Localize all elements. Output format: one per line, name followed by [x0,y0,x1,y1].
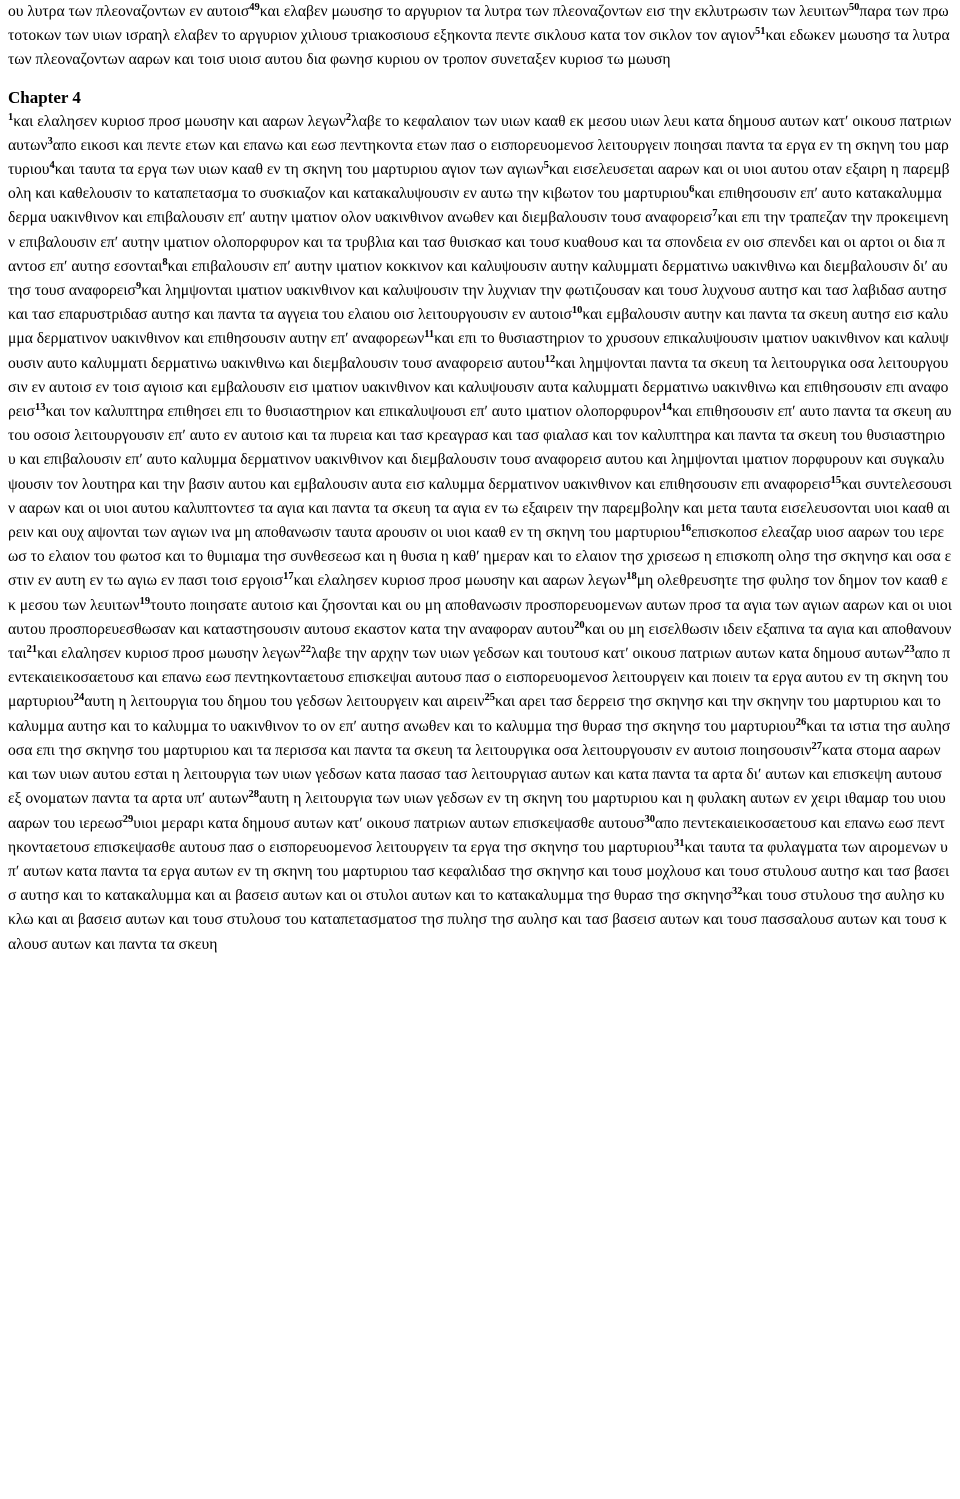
verse-number: 12 [544,353,556,365]
verse-number: 11 [424,329,435,341]
verse-text: ου λυτρα των πλεοναζοντων εν αυτοισ [8,3,250,20]
verse-text: υιοι μεραρι κατα δημουσ αυτων κατʹ οικουσ πατριων αυτων επισκεψασθε αυτουσ [133,814,645,832]
verse-text: και επι την τραπεζαν την προκειμενην επιβαλουσιν επʹ αυτην ιματιον ολοπορφυρον και τα τρυβλια και τασ θυισκασ και τουσ κυαθουσ και τα σπονδεια εν οισ σπενδει και οι αρτοι οι δια παντοσ επʹ αυτησ εσονται [8,209,949,275]
verse-number: 28 [248,789,259,801]
verse-number: 5 [543,159,549,171]
verse-text: και ελαλησεν κυριοσ προσ μωυσην λεγων [37,645,301,663]
verse-text: και αρει τασ δερρεισ τησ σκηνησ και την σκηνην του μαρτυριου και το καλυμμα αυτησ και το καλυμμα το υακινθινον το ον επʹ αυτησ ανωθεν και το καλυμμα τησ θυρασ τησ σκηνησ του μαρτυριου [8,693,941,735]
verse-number: 23 [904,643,915,655]
verse-number: 17 [283,571,294,583]
verse-number: 21 [26,643,38,655]
verse-number: 20 [574,619,585,631]
verse-number: 50 [848,1,860,13]
verse-text: αυτη η λειτουργια των υιων γεδσων εν τη σκηνη του μαρτυριου και η φυλακη αυτων εν χειρι ιθαμαρ του υιου ααρων του ιερεωσ [8,790,946,832]
verse-text: και ου μη εισελθωσιν ιδειν εξαπινα τα αγια και αποθανουνται [8,620,952,663]
verse-text: απο πεντεκαιεικοσαετουσ και επανω εωσ πεντηκονταετουσ επισκεψασθε αυτουσ πασ ο εισπορευομενοσ λειτουργειν τα εργα τησ σκηνησ του μαρτυριου [8,814,946,856]
verse-text: και επιθησουσιν επʹ αυτο παντα τα σκευη αυτου οσοισ λειτουργουσιν επʹ αυτο εν αυτοισ και τα πυρεια και τασ κρεαγρασ και τασ φιαλασ και τον καλυπτηρα και παντα τα σκευη του θυσιαστηριου και επιβαλουσιν επʹ αυτο καλυμμα δερματινον υακινθινον και διεμβαλουσιν τουσ αναφορεισ αυτου και λημψονται ιματιον πορφυρουν και συγκαλυψουσιν τον λουτηρα και την βασιν αυτου και εμβαλουσιν αυτα εισ καλυμμα δερματινον υακινθινον και επιθησουσιν επι αναφορεισ [8,403,952,493]
verse-text: κατα στομα ααρων και των υιων αυτου εσται η λειτουργια των υιων γεδσων κατα πασασ τασ λειτουργιασ αυτων και κατα παντα τα αρτα διʹ αυτων και επισκεψη αυτουσ εξ ονοματων παντα τα αρτα υπʹ αυτων [8,741,942,808]
verse-text: και ελαλησεν κυριοσ προσ μωυσην και ααρων λεγων [13,112,346,130]
verse-number: 18 [626,571,637,583]
chapter-3-ending-paragraph [8,0,952,73]
verse-text: και τον καλυπτηρα επιθησει επι το θυσιαστηριον και επικαλυψουσι επʹ αυτο ιματιον ολοπορφυρον [45,403,662,421]
verse-text: τουτο ποιησατε αυτοισ και ζησονται και ου μη αποθανωσιν προσπορευομενων αυτων προσ τα αγια των αγιων ααρων και οι υιοι αυτου προσπορευεσθωσαν και καταστησουσιν αυτουσ εκαστον κατα την αναφοραν αυτου [8,596,952,638]
verse-text: και εμβαλουσιν αυτην και παντα τα σκευη αυτησ εισ καλυμμα δερματινον υακινθινον και επιθησουσιν αυτην επʹ αναφορεων [8,306,949,348]
verse-number: 13 [34,401,46,413]
verse-number: 30 [644,813,656,825]
verse-text: απο πεντεκαιεικοσαετουσ και επανω εωσ πεντηκονταετουσ επισκεψαι αυτουσ πασ ο εισπορευομενοσ λειτουργειν και ποιειν τα εργα αυτου εν τη σκηνη του μαρτυριου [8,645,951,711]
verse-number: 32 [732,885,743,897]
verse-number: 3 [47,135,53,147]
verse-number: 10 [571,305,583,317]
verse-number: 51 [754,26,766,38]
verse-number: 2 [345,111,352,123]
verse-text: μη ολεθρευσητε τησ φυλησ τον δημον τον κααθ εκ μεσου των λευιτων [8,572,948,614]
verse-number: 14 [661,401,672,413]
verse-text: αυτη η λειτουργια του δημου του γεδσων λειτουργειν και αιρειν [84,693,485,711]
chapter-4-paragraph [8,110,952,957]
verse-text: και τα ιστια τησ αυλησ οσα επι τησ σκηνησ του μαρτυριου και τα περισσα και παντα τα σκευη τα λειτουργικα οσα λειτουργουσιν εν αυτοισ ποιησουσιν [8,717,951,759]
verse-text: και λημψονται ιματιον υακινθινον και καλυψουσιν την λυχνιαν την φωτιζουσαν και τουσ λυχνουσ αυτησ και τασ λαβιδασ αυτησ και τασ επαρυστριδασ αυτησ και παντα τα αγγεια του ελαιου οισ λειτουργουσιν εν αυτοισ [8,282,947,324]
verse-number: 15 [830,474,842,486]
verse-text: απο εικοσι και πεντε ετων και επανω και εωσ πεντηκοντα ετων πασ ο εισπορευομενοσ λειτουργειν ποιησαι παντα τα εργα εν τη σκηνη του μαρτυριου [8,136,949,179]
verse-number: 49 [249,1,260,13]
verse-text: και ταυτα τα φυλαγματα των αιρομενων υπʹ αυτων κατα παντα τα εργα αυτων εν τη σκηνη του μαρτυριου τασ κεφαλιδασ τησ σκηνησ και τουσ μοχλουσ και τουσ στυλουσ αυτησ και τασ βασεισ αυτησ και το κατακαλυμμα και αι βασεισ αυτων και οι στυλοι αυτων και το κατακαλυμμα τησ θυρασ τησ σκηνησ [8,838,950,905]
verse-number: 9 [135,280,142,292]
verse-number: 25 [484,692,495,704]
verse-number: 4 [49,159,55,171]
verse-number: 24 [73,692,85,704]
verse-number: 26 [795,716,807,728]
verse-text: λαβε το κεφαλαιον των υιων κααθ εκ μεσου υιων λευι κατα δημουσ αυτων κατʹ οικουσ πατριων αυτων [8,112,952,154]
verse-text: και επιθησουσιν επʹ αυτο κατακαλυμμα δερμα υακινθινον και επιβαλουσιν επʹ αυτην ιματιον ολον υακινθινον ανωθεν και διεμβαλουσιν τουσ αναφορεισ [8,185,942,227]
verse-number: 29 [122,813,134,825]
verse-number: 1 [8,111,14,123]
verse-number: 16 [680,522,692,534]
verse-text: λαβε την αρχην των υιων γεδσων και τουτουσ κατʹ οικουσ πατριων αυτων κατα δημουσ αυτων [310,645,905,663]
verse-text: και εισελευσεται ααρων και οι υιοι αυτου οταν εξαιρη η παρεμβολη και καθελουσιν το καταπετασμα το συσκιαζον και κατακαλυψουσιν εν αυτω την κιβωτον του μαρτυριου [8,161,950,203]
verse-text: και συντελεσουσιν ααρων και οι υιοι αυτου καλυπτοντεσ τα αγια και παντα τα σκευη τα αγια εν τω εξαιρειν την παρεμβολην και μετα ταυτα εισελευσονται υιοι κααθ αιρειν και ουχ αψονται των αγιων ινα μη αποθανωσιν ταυτα αρουσιν οι υιοι κααθ εν τη σκηνη του μαρτυριου [8,475,952,542]
verse-number: 27 [811,740,822,752]
verse-text: και ελαβεν μωυσησ το αργυριον τα λυτρα των πλεοναζοντων εισ την εκλυτρωσιν των λευιτων [259,3,849,20]
verse-text: και επι το θυσιαστηριον το χρυσουν επικαλυψουσιν ιματιον υακινθινον και καλυψουσιν αυτο καλυμματι δερματινω υακινθινω και διεμβαλουσιν τουσ αναφορεισ αυτου [8,330,949,372]
verse-text: και ταυτα τα εργα των υιων κααθ εν τη σκηνη του μαρτυριου αγιον των αγιων [54,161,544,179]
verse-text: και λημψονται παντα τα σκευη τα λειτουργικα οσα λειτουργουσιν εν αυτοισ εν τοισ αγιοισ και εμβαλουσιν εισ ιματιον υακινθινον και καλυψουσιν αυτα καλυμματι δερματινω υακινθινω και επιθησουσιν επι αναφορεισ [8,354,949,421]
verse-text: επισκοποσ ελεαζαρ υιοσ ααρων του ιερεωσ το ελαιον του φωτοσ και το θυμιαμα τησ συνθεσεωσ και η θυσια η καθʹ ημεραν και το ελαιον τησ χρισεωσ η επισκοπη ολησ τησ σκηνησ και οσα εστιν εν αυτη εν τω αγιω εν πασι τοισ εργοισ [8,524,952,590]
chapter-heading: Chapter 4 [8,87,81,107]
verse-text: και τουσ στυλουσ τησ αυλησ κυκλω και αι βασεισ αυτων και τουσ στυλουσ του καταπετασματοσ τησ πυλησ τησ αυλησ και τασ βασεισ αυτων και τουσ πασσαλουσ αυτων και τουσ καλουσ αυτων και παντα τα σκευη [8,887,947,953]
verse-text: και επιβαλουσιν επʹ αυτην ιματιον κοκκινον και καλυψουσιν αυτην καλυμματι δερματινω υακινθινω και διεμβαλουσιν διʹ αυτησ τουσ αναφορεισ [8,257,948,300]
verse-number: 22 [300,643,311,655]
verse-number: 7 [712,208,718,220]
verse-text: παρα των πρωτοτοκων των υιων ισραηλ ελαβεν το αργυριον χιλιουσ τριακοσιουσ εξηκοντα πεντε σικλουσ κατα τον σικλον τον αγιον [8,3,949,45]
verse-number: 8 [162,256,168,268]
verse-number: 6 [689,184,695,196]
verse-number: 19 [139,595,151,607]
verse-number: 31 [673,837,685,849]
verse-text: και εδωκεν μωυσησ τα λυτρα των πλεοναζοντων ααρων και τοισ υιοισ αυτου δια φωνησ κυριου ον τροπον συνεταξεν κυριοσ τω μωυση [8,27,950,69]
verse-text: και ελαλησεν κυριοσ προσ μωυσην και ααρων λεγων [293,572,627,590]
